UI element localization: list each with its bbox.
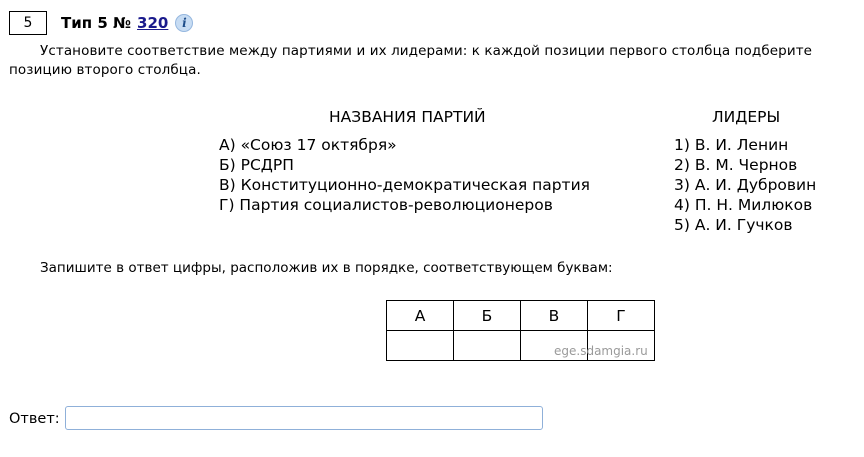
party-item-b: Б) РСДРП xyxy=(219,156,294,174)
question-line-1: Установите соответствие между партиями и их лидерами: к каждой позиции первого столбца подберите xyxy=(40,43,813,59)
leader-item-4: 4) П. Н. Милюков xyxy=(674,196,813,214)
question-line-2: позицию второго столбца. xyxy=(9,62,201,78)
instruction-text: Запишите в ответ цифры, расположив их в порядке, соответствующем буквам: xyxy=(40,260,613,276)
task-header xyxy=(61,14,193,32)
answer-input[interactable] xyxy=(65,406,543,430)
leader-item-1: 1) В. И. Ленин xyxy=(674,136,789,154)
party-item-v: В) Конституционно-демократическая партия xyxy=(219,176,590,194)
grid-cell-a xyxy=(387,331,454,361)
info-icon[interactable]: i xyxy=(175,14,193,32)
task-number-box: 5 xyxy=(9,11,47,35)
grid-header-g: Г xyxy=(588,301,655,331)
grid-header-a: А xyxy=(387,301,454,331)
task-type-label: Тип 5 № xyxy=(61,14,132,32)
task-id-link[interactable]: 320 xyxy=(137,14,169,32)
parties-list xyxy=(219,135,590,215)
answer-grid-header-row xyxy=(387,301,655,331)
watermark: ege.sdamgia.ru xyxy=(554,344,648,358)
leader-item-3: 3) А. И. Дубровин xyxy=(674,176,817,194)
grid-header-v: В xyxy=(521,301,588,331)
parties-column-title: НАЗВАНИЯ ПАРТИЙ xyxy=(329,108,486,126)
party-item-a: А) «Союз 17 октября» xyxy=(219,136,397,154)
leaders-list xyxy=(674,135,816,235)
answer-label: Ответ: xyxy=(9,411,60,427)
grid-header-b: Б xyxy=(454,301,521,331)
leaders-column-title: ЛИДЕРЫ xyxy=(712,108,781,126)
question-text xyxy=(9,42,864,80)
grid-cell-b xyxy=(454,331,521,361)
party-item-g: Г) Партия социалистов-революционеров xyxy=(219,196,553,214)
leader-item-5: 5) А. И. Гучков xyxy=(674,216,793,234)
leader-item-2: 2) В. М. Чернов xyxy=(674,156,798,174)
